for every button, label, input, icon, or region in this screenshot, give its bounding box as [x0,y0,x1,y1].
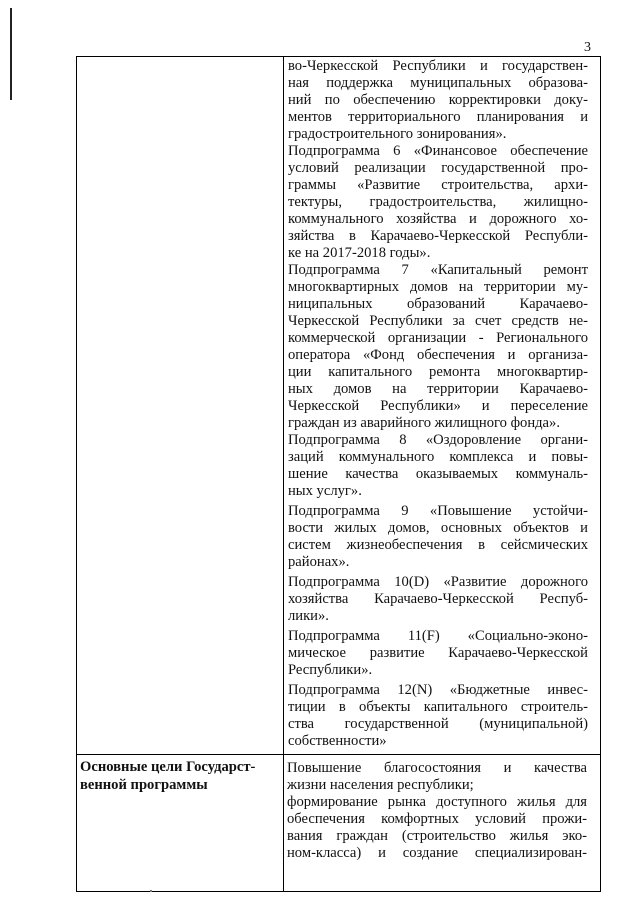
text-line: ном-класса) и создание специализирован- [287,845,587,861]
page-number: 3 [584,40,591,55]
text-line: ке на 2017-2018 годы». [288,245,431,261]
text-line: формирование рынка доступного жилья для [287,794,587,810]
text-line: шение качества оказываемых коммуналь- [288,466,588,482]
scan-artifact-dot [150,890,152,892]
text-line: коммерческой организации - Регионального [288,330,588,346]
text-line: жизни населения республики; [287,777,474,793]
text-line: мическое развитие Карачаево-Черкесской [288,645,588,661]
text-line: обеспечения комфортных условий прожи- [287,811,587,827]
text-line: ных домов на территории Карачаево- [288,381,588,397]
text-line: Повышение благосостояния и качества [287,760,587,776]
subprogram-7 [288,262,588,432]
text-line: ции капитального ремонта многоквартир- [288,364,588,380]
text-line: ний по обеспечению корректировки доку- [288,92,588,108]
text-line: коммунального хозяйства и дорожного хо- [288,211,588,227]
text-line: граммы «Развитие строительства, архи- [288,177,588,193]
subprogram-5-continuation [288,58,588,143]
text-line: ных услуг». [288,483,362,499]
row-label-line: венной программы [80,777,208,793]
text-line: многоквартирных домов на территории му- [288,279,588,295]
text-line: Подпрограмма 10(D) «Развитие дорожного [288,574,588,590]
text-line: Черкесской Республики за счет средств не- [288,313,588,329]
text-line: заций коммунального комплекса и повы- [288,449,588,465]
subprogram-12 [288,682,588,750]
programs-cell [288,58,588,762]
text-line: лики». [288,608,329,624]
scan-artifact-line [10,8,12,100]
text-line: градостроительного зонирования». [288,126,507,142]
text-line: тектуры, градостроительства, жилищно- [288,194,588,210]
text-line: ства государственной (муниципальной) [288,716,588,732]
row-label-line: Основные цели Государст- [80,759,256,775]
text-line: ная поддержка муниципальных образова- [288,75,588,91]
text-line: зяйства в Карачаево-Черкесской Республи- [288,228,588,244]
subprogram-6 [288,143,588,262]
subprogram-10 [288,574,588,625]
text-line: во-Черкесской Республики и государствен- [288,58,588,74]
subprogram-9 [288,503,588,571]
text-line: ниципальных образований Карачаево- [288,296,588,312]
text-line: Подпрограмма 6 «Финансовое обеспечение [288,143,588,159]
text-line: Черкесской Республики» и переселение [288,398,588,414]
text-line: граждан из аварийного жилищного фонда». [288,415,560,431]
text-line: Республики». [288,662,373,678]
text-line: условий реализации государственной про- [288,160,588,176]
text-line: Подпрограмма 8 «Оздоровление органи- [288,432,588,448]
text-line: Подпрограмма 9 «Повышение устойчи- [288,503,588,519]
text-line: оператора «Фонд обеспечения и организа- [288,347,588,363]
text-line: Подпрограмма 12(N) «Бюджетные инвес- [288,682,588,698]
goals-paragraph [287,760,587,862]
text-line: систем жизнеобеспечения в сейсмических [288,537,588,553]
text-line: вости жилых домов, основных объектов и [288,520,588,536]
text-line: Подпрограмма 7 «Капитальный ремонт [288,262,588,278]
subprogram-8 [288,432,588,500]
text-line: собственности» [288,733,387,749]
subprogram-11 [288,628,588,679]
text-line: тиции в объекты капитального строитель- [288,699,588,715]
text-line: ментов территориального планирования и [288,109,588,125]
text-line: вания граждан (строительство жилья эко- [287,828,587,844]
text-line: Подпрограмма 11(F) «Социально-эконо- [288,628,588,644]
text-line: районах». [288,554,350,570]
text-line: хозяйства Карачаево-Черкесской Респуб- [288,591,588,607]
goals-label-cell [80,758,268,794]
goals-text-cell [287,760,587,892]
